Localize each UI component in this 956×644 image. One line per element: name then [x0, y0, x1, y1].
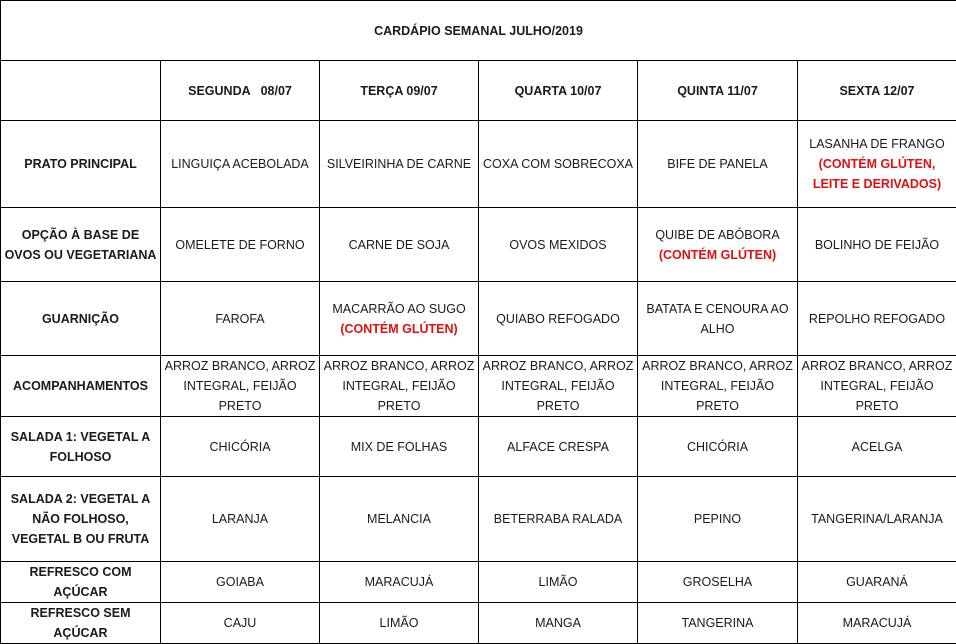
row-label: REFRESCO COM AÇÚCAR	[1, 562, 161, 603]
menu-cell	[798, 356, 956, 417]
dish-name: TANGERINA/LARANJA	[800, 509, 954, 529]
menu-cell	[638, 562, 798, 603]
menu-row	[1, 562, 956, 603]
menu-cell	[161, 562, 320, 603]
dish-name: MIX DE FOLHAS	[322, 437, 476, 457]
menu-cell	[638, 417, 798, 477]
menu-cell	[320, 603, 479, 644]
menu-cell	[479, 208, 638, 282]
menu-cell	[161, 208, 320, 282]
menu-cell	[161, 603, 320, 644]
dish-name: OMELETE DE FORNO	[163, 235, 317, 255]
menu-row	[1, 282, 956, 356]
dish-name: COXA COM SOBRECOXA	[481, 154, 635, 174]
menu-cell	[638, 208, 798, 282]
menu-row	[1, 477, 956, 562]
dish-name: LINGUIÇA ACEBOLADA	[163, 154, 317, 174]
dish-name: QUIBE DE ABÓBORA	[640, 225, 795, 245]
menu-cell	[320, 417, 479, 477]
dish-name: TANGERINA	[640, 613, 795, 633]
menu-cell	[638, 603, 798, 644]
menu-cell	[320, 208, 479, 282]
row-label: GUARNIÇÃO	[1, 282, 161, 356]
dish-name: ARROZ BRANCO, ARROZ INTEGRAL, FEIJÃO PRETO	[322, 356, 476, 416]
row-label: SALADA 2: VEGETAL A NÃO FOLHOSO, VEGETAL B OU FRUTA	[1, 477, 161, 562]
menu-cell	[798, 603, 956, 644]
menu-row	[1, 603, 956, 644]
menu-cell	[638, 356, 798, 417]
menu-cell	[479, 121, 638, 208]
dish-name: CHICÓRIA	[163, 437, 317, 457]
allergen-note: (CONTÉM GLÚTEN)	[322, 319, 476, 339]
menu-cell	[798, 562, 956, 603]
dish-name: MACARRÃO AO SUGO	[322, 299, 476, 319]
allergen-note: (CONTÉM GLÚTEN)	[640, 245, 795, 265]
menu-cell	[161, 477, 320, 562]
menu-cell	[161, 121, 320, 208]
menu-cell	[320, 562, 479, 603]
dish-name: MELANCIA	[322, 509, 476, 529]
day-header: TERÇA 09/07	[320, 61, 479, 121]
dish-name: ARROZ BRANCO, ARROZ INTEGRAL, FEIJÃO PRETO	[163, 356, 317, 416]
dish-name: GROSELHA	[640, 572, 795, 592]
day-header: QUINTA 11/07	[638, 61, 798, 121]
menu-cell	[320, 356, 479, 417]
dish-name: OVOS MEXIDOS	[481, 235, 635, 255]
menu-cell	[798, 477, 956, 562]
menu-cell	[479, 603, 638, 644]
menu-cell	[161, 356, 320, 417]
day-header: SEGUNDA 08/07	[161, 61, 320, 121]
dish-name: ARROZ BRANCO, ARROZ INTEGRAL, FEIJÃO PRETO	[640, 356, 795, 416]
dish-name: CARNE DE SOJA	[322, 235, 476, 255]
day-header: SEXTA 12/07	[798, 61, 956, 121]
menu-cell	[798, 282, 956, 356]
menu-row	[1, 356, 956, 417]
dish-name: GOIABA	[163, 572, 317, 592]
dish-name: BOLINHO DE FEIJÃO	[800, 235, 954, 255]
menu-cell	[161, 282, 320, 356]
header-corner	[1, 61, 161, 121]
dish-name: CHICÓRIA	[640, 437, 795, 457]
dish-name: QUIABO REFOGADO	[481, 309, 635, 329]
menu-cell	[479, 282, 638, 356]
menu-cell	[479, 417, 638, 477]
menu-title: CARDÁPIO SEMANAL JULHO/2019	[1, 1, 956, 61]
dish-name: MARACUJÁ	[322, 572, 476, 592]
row-label: OPÇÃO À BASE DE OVOS OU VEGETARIANA	[1, 208, 161, 282]
dish-name: PEPINO	[640, 509, 795, 529]
row-label: SALADA 1: VEGETAL A FOLHOSO	[1, 417, 161, 477]
dish-name: SILVEIRINHA DE CARNE	[322, 154, 476, 174]
dish-name: MANGA	[481, 613, 635, 633]
menu-row	[1, 121, 956, 208]
menu-cell	[479, 562, 638, 603]
menu-cell	[798, 121, 956, 208]
dish-name: LIMÃO	[322, 613, 476, 633]
allergen-note: (CONTÉM GLÚTEN, LEITE E DERIVADOS)	[800, 154, 954, 194]
menu-row	[1, 417, 956, 477]
menu-row	[1, 208, 956, 282]
menu-cell	[479, 477, 638, 562]
row-label: PRATO PRINCIPAL	[1, 121, 161, 208]
menu-cell	[320, 121, 479, 208]
dish-name: BIFE DE PANELA	[640, 154, 795, 174]
dish-name: REPOLHO REFOGADO	[800, 309, 954, 329]
dish-name: BETERRABA RALADA	[481, 509, 635, 529]
menu-cell	[479, 356, 638, 417]
day-header-row	[1, 61, 956, 121]
menu-cell	[798, 417, 956, 477]
dish-name: LARANJA	[163, 509, 317, 529]
dish-name: GUARANÁ	[800, 572, 954, 592]
dish-name: FAROFA	[163, 309, 317, 329]
day-header: QUARTA 10/07	[479, 61, 638, 121]
dish-name: LASANHA DE FRANGO	[800, 134, 954, 154]
dish-name: LIMÃO	[481, 572, 635, 592]
dish-name: ARROZ BRANCO, ARROZ INTEGRAL, FEIJÃO PRETO	[800, 356, 954, 416]
dish-name: MARACUJÁ	[800, 613, 954, 633]
dish-name: ALFACE CRESPA	[481, 437, 635, 457]
menu-cell	[638, 477, 798, 562]
dish-name: CAJU	[163, 613, 317, 633]
dish-name: ARROZ BRANCO, ARROZ INTEGRAL, FEIJÃO PRETO	[481, 356, 635, 416]
menu-cell	[320, 282, 479, 356]
dish-name: BATATA E CENOURA AO ALHO	[640, 299, 795, 339]
menu-cell	[798, 208, 956, 282]
menu-cell	[638, 282, 798, 356]
row-label: ACOMPANHAMENTOS	[1, 356, 161, 417]
row-label: REFRESCO SEM AÇÚCAR	[1, 603, 161, 644]
dish-name: ACELGA	[800, 437, 954, 457]
menu-cell	[320, 477, 479, 562]
menu-cell	[161, 417, 320, 477]
menu-cell	[638, 121, 798, 208]
